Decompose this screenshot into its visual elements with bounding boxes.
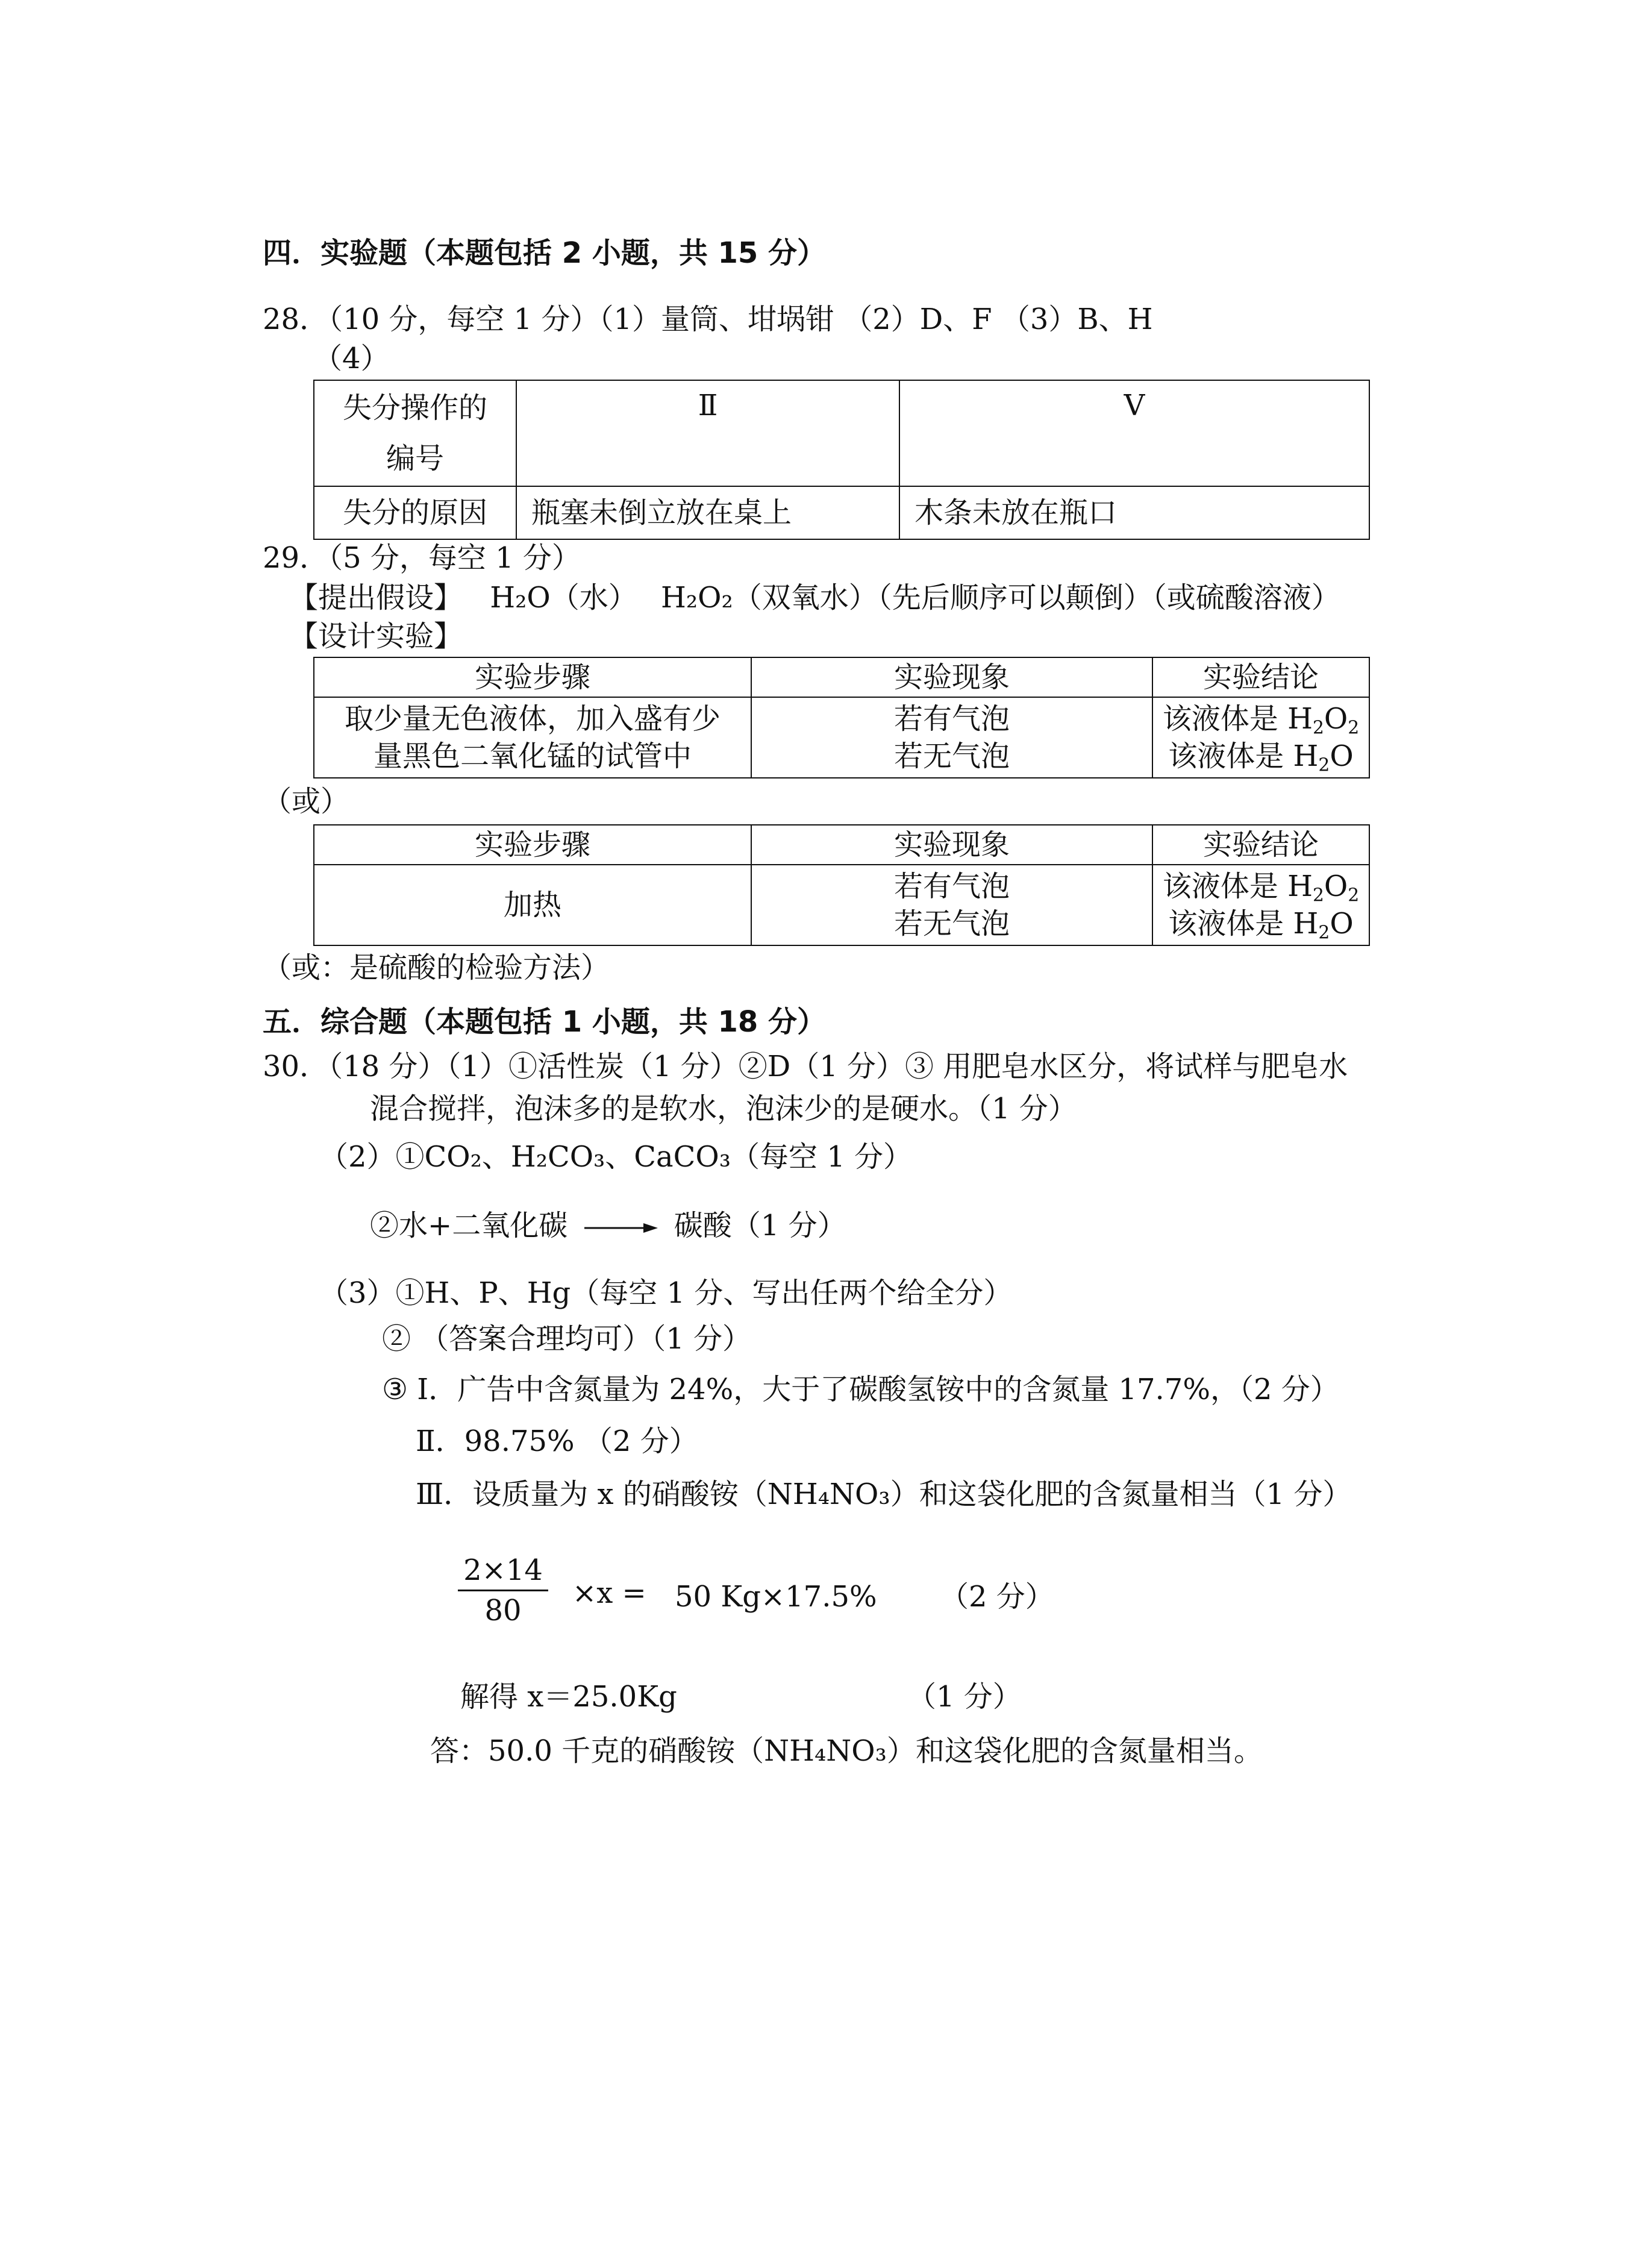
t1-h1: 实验步骤 [314, 657, 751, 697]
q28-row1-col2: Ⅱ [516, 380, 899, 486]
t2-h3: 实验结论 [1152, 825, 1369, 865]
q30-line9: Ⅲ．设质量为 x 的硝酸铵（NH₄NO₃）和这袋化肥的含氮量相当（1 分） [416, 1477, 1352, 1511]
eq-mid: ×x = [572, 1576, 646, 1610]
q28-line1: 28．（10 分，每空 1 分）（1）量筒、坩埚钳 （2）D、F （3）B、H [263, 302, 1153, 336]
q30-line1: 30．（18 分）（1）①活性炭（1 分）②D（1 分）③ 用肥皂水区分，将试样与肥皂水 [263, 1050, 1348, 1083]
t2-step: 加热 [314, 865, 751, 945]
t1-step-b: 量黑色二氧化锰的试管中 [373, 739, 692, 773]
fraction-denominator: 80 [484, 1594, 522, 1627]
t1-con-b: 该液体是 $H_2O$ [1168, 739, 1354, 776]
t2-h2: 实验现象 [751, 825, 1152, 865]
t2-con-b: 该液体是 $H_2O$ [1168, 907, 1354, 944]
t1-obs [751, 697, 1152, 778]
hyp-h2o2: H₂O₂（双氧水）（先后顺序可以颠倒）（或硫酸溶液） [661, 581, 1340, 615]
solve-score: （1 分） [907, 1680, 1022, 1714]
fraction-numerator: 2×14 [463, 1553, 543, 1587]
t1-step-a: 取少量无色液体，加入盛有少 [344, 702, 721, 736]
section-4-title: 四．实验题（本题包括 2 小题，共 15 分） [263, 236, 827, 270]
q30-line8: Ⅱ．98.75% （2 分） [416, 1424, 698, 1458]
design-label: 【设计实验】 [289, 619, 463, 653]
q30-line6: ② （答案合理均可）（1 分） [382, 1322, 752, 1356]
or-note: （或：是硫酸的检验方法） [263, 951, 610, 985]
t1-con-a: 该液体是 $H_2O_2$ [1162, 702, 1360, 739]
section-5-title: 五．综合题（本题包括 1 小题，共 18 分） [263, 1005, 827, 1039]
q29-table-2 [313, 824, 1370, 946]
t2-h1: 实验步骤 [314, 825, 751, 865]
q28-row2-col3: 木条未放在瓶口 [899, 486, 1369, 539]
q28-row1-label [314, 380, 516, 486]
q30-line5: （3）①H、P、Hg（每空 1 分、写出任两个给全分） [319, 1276, 1013, 1310]
q29-line1: 29．（5 分，每空 1 分） [263, 541, 581, 575]
q30-line2: 混合搅拌，泡沫多的是软水，泡沫少的是硬水。（1 分） [370, 1092, 1077, 1126]
t1-h2: 实验现象 [751, 657, 1152, 697]
hyp-h2o: H₂O（水） [490, 581, 637, 615]
answer-line: 答：50.0 千克的硝酸铵（NH₄NO₃）和这袋化肥的含氮量相当。 [430, 1734, 1263, 1768]
q30-line7: ③ Ⅰ．广告中含氮量为 24%，大于了碳酸氢铵中的含氮量 17.7%，（2 分） [382, 1373, 1339, 1406]
q28-row2-col2: 瓶塞未倒立放在桌上 [516, 486, 899, 539]
q28-row1-label-b: 编号 [386, 442, 444, 475]
q28-row1-label-a: 失分操作的 [342, 391, 487, 425]
fraction [458, 1553, 548, 1627]
t2-con-a: 该液体是 $H_2O_2$ [1162, 869, 1360, 906]
eq-score: （2 分） [940, 1580, 1054, 1614]
or-label: （或） [263, 785, 350, 818]
t1-obs-b: 若无气泡 [893, 739, 1010, 773]
t2-obs [751, 865, 1152, 945]
hyp-label: 【提出假设】 [289, 581, 463, 615]
q28-row2-label: 失分的原因 [314, 486, 516, 539]
t1-step [314, 697, 751, 778]
q28-row1-col3: Ⅴ [899, 380, 1369, 486]
t1-h3: 实验结论 [1152, 657, 1369, 697]
q29-table-1 [313, 657, 1370, 778]
t2-obs-b: 若无气泡 [893, 907, 1010, 941]
fraction-bar [458, 1590, 548, 1591]
right-arrow-icon [582, 1219, 660, 1237]
q30-line4 [370, 1208, 846, 1244]
q29-hypothesis [289, 580, 1340, 616]
t1-con [1152, 697, 1369, 778]
line4-rhs: 碳酸（1 分） [674, 1209, 846, 1242]
t2-obs-a: 若有气泡 [893, 869, 1010, 903]
eq-rhs: 50 Kg×17.5% [675, 1580, 877, 1614]
line4-lhs: ②水+二氧化碳 [370, 1209, 568, 1242]
solve-line: 解得 x＝25.0Kg [460, 1680, 677, 1714]
q28-table [313, 380, 1370, 540]
q30-line3: （2）①CO₂、H₂CO₃、CaCO₃（每空 1 分） [319, 1140, 913, 1174]
t1-obs-a: 若有气泡 [893, 702, 1010, 736]
q28-line2: （4） [313, 342, 390, 375]
t2-con [1152, 865, 1369, 945]
